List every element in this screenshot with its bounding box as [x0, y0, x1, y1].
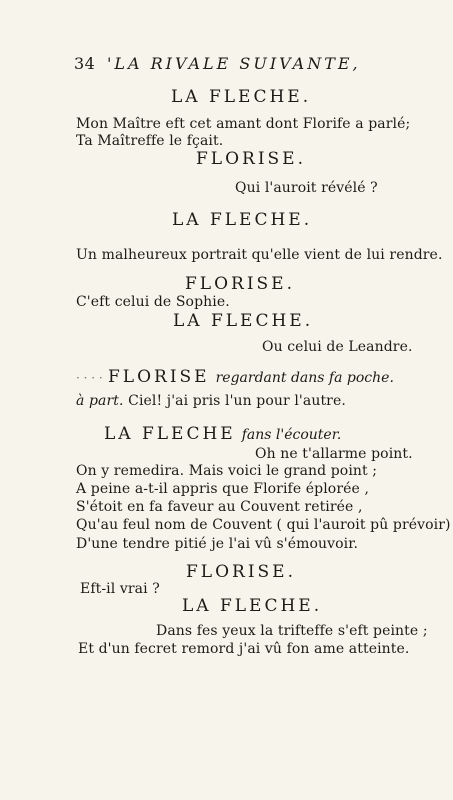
verse-line — [76, 394, 346, 408]
verse-line: A peine a-t-il appris que Florife éplorée , — [76, 481, 369, 497]
verse-line: Ta Maîtreffe le fçait. — [76, 133, 224, 149]
speaker-heading: FLORISE. — [186, 562, 296, 582]
verse-line: Dans fes yeux la trifteffe s'eft peinte ; — [156, 623, 428, 639]
page-number: 34 — [74, 54, 96, 73]
speaker-heading: FLORISE. — [185, 274, 295, 294]
running-head — [74, 56, 361, 72]
speaker-heading: LA FLECHE. — [172, 210, 313, 230]
verse-line: Oh ne t'allarme point. — [255, 446, 413, 462]
verse-line: D'une tendre pitié je l'ai vû s'émouvoir. — [76, 536, 359, 552]
speaker-name: LA FLECHE — [104, 424, 236, 444]
verse-line: S'étoit en fa faveur au Couvent retirée , — [76, 499, 363, 515]
aside-direction: à part. — [76, 393, 124, 409]
speaker-heading: LA FLECHE. — [182, 596, 323, 616]
verse-line: Qu'au feul nom de Couvent ( qui l'auroit pû prévoir) — [76, 517, 451, 533]
verse-line: On y remedira. Mais voici le grand point ; — [76, 463, 378, 479]
running-title: 'LA RIVALE SUIVANTE, — [106, 54, 361, 73]
verse-line: Qui l'auroit révélé ? — [235, 180, 378, 196]
speaker-heading — [104, 426, 341, 443]
stage-direction: fans l'écouter. — [241, 427, 342, 443]
verse-line: Mon Maître eft cet amant dont Florife a parlé; — [76, 116, 411, 132]
speaker-heading: FLORISE. — [196, 149, 306, 169]
verse-line: Et d'un fecret remord j'ai vû fon ame atteinte. — [78, 641, 410, 657]
speaker-name: FLORISE — [108, 367, 210, 387]
verse-line: Eft-il vrai ? — [80, 581, 160, 597]
ink-speckle: · · · · — [76, 371, 103, 385]
speaker-heading: LA FLECHE. — [171, 87, 312, 107]
stage-direction: regardant dans fa poche. — [215, 370, 394, 386]
speaker-heading: LA FLECHE. — [173, 311, 314, 331]
verse-text: Ciel! j'ai pris l'un pour l'autre. — [128, 393, 346, 409]
verse-line: Un malheureux portrait qu'elle vient de lui rendre. — [76, 247, 443, 263]
verse-line: C'eft celui de Sophie. — [76, 294, 230, 310]
verse-line: Ou celui de Leandre. — [262, 339, 413, 355]
speaker-heading — [108, 369, 394, 386]
